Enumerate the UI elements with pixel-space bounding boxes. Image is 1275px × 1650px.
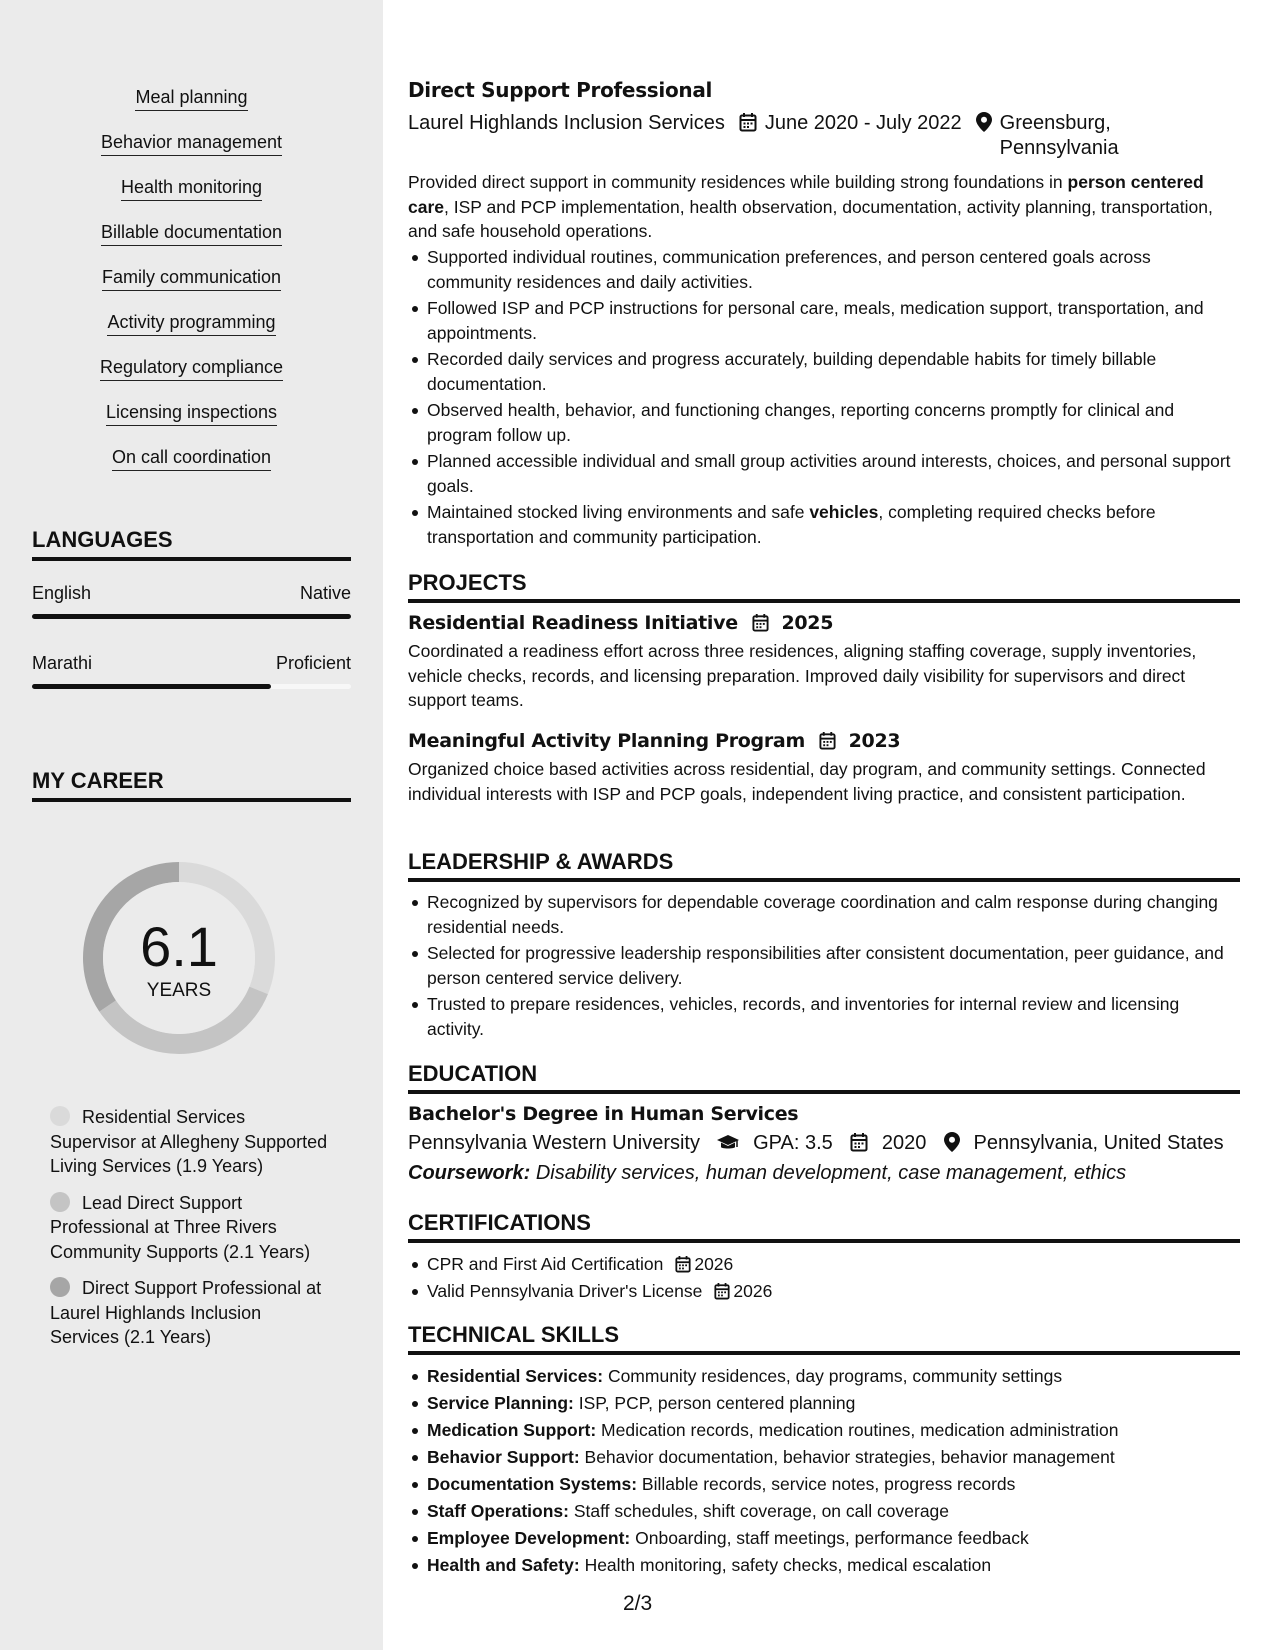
technical-skill-item <box>408 1418 1240 1443</box>
technical-skill-item <box>408 1472 1240 1497</box>
project-description: Coordinated a readiness effort across three residences, aligning staffing coverage, supply inventories, vehicle checks, records, and licensing preparation. Improved daily visibility for supervisors and direct support teams. <box>408 641 1197 710</box>
leadership-bullets <box>408 890 1240 1043</box>
career-legend-item <box>50 1191 330 1265</box>
education-gpa: GPA: 3.5 <box>753 1132 833 1154</box>
skill-tag: Billable documentation <box>101 221 282 246</box>
job-meta <box>408 111 1208 161</box>
language-bar-fill <box>32 614 351 619</box>
technical-skill-label: Residential Services: <box>427 1366 604 1386</box>
career-legend-text: Direct Support Professional at Laurel Highlands Inclusion Services (2.1 Years) <box>50 1278 322 1347</box>
graduation-cap-icon <box>716 1132 740 1154</box>
technical-skill-label: Health and Safety: <box>427 1555 580 1575</box>
career-legend-item <box>50 1276 330 1350</box>
project-title-row <box>408 728 1240 754</box>
job-bullet: Followed ISP and PCP instructions for personal care, meals, medication support, transportation, and appointments. <box>408 296 1240 345</box>
projects-heading: PROJECTS <box>408 570 1240 603</box>
technical-skill-item <box>408 1526 1240 1551</box>
language-row <box>32 583 351 604</box>
education-year: 2020 <box>881 1132 927 1154</box>
technical-skill-value: Behavior documentation, behavior strategies, behavior management <box>584 1447 1115 1467</box>
skill-tag: Meal planning <box>135 86 247 111</box>
bullet-emphasis: vehicles <box>809 502 879 522</box>
technical-skill-value: Community residences, day programs, community settings <box>607 1366 1063 1386</box>
project-year: 2023 <box>848 730 901 752</box>
job-bullet: Observed health, behavior, and functioning changes, reporting concerns promptly for clinical and program follow up. <box>408 398 1240 447</box>
technical-skill-item <box>408 1499 1240 1524</box>
career-legend <box>50 1105 330 1362</box>
calendar-icon <box>752 612 769 634</box>
project-title: Meaningful Activity Planning Program <box>408 730 805 752</box>
skill-tag: Regulatory compliance <box>100 356 283 381</box>
skill-tag: Family communication <box>102 266 281 291</box>
calendar-icon <box>675 1254 691 1274</box>
career-years-label: YEARS <box>146 980 212 1001</box>
language-bar <box>32 684 351 689</box>
technical-skill-value: ISP, PCP, person centered planning <box>578 1393 856 1413</box>
leadership-bullet: Recognized by supervisors for dependable coverage coordination and calm response during changing residential needs. <box>408 890 1240 939</box>
job-title: Direct Support Professional <box>408 78 713 102</box>
education-meta <box>408 1130 1240 1156</box>
technical-skill-value: Medication records, medication routines, medication administration <box>601 1420 1119 1440</box>
language-level: Native <box>299 583 351 603</box>
project-item <box>408 728 1240 806</box>
technical-skill-value: Health monitoring, safety checks, medical escalation <box>584 1555 992 1575</box>
languages-heading: LANGUAGES <box>32 527 351 561</box>
certification-name: CPR and First Aid Certification <box>427 1254 664 1274</box>
education-location: Pennsylvania, United States <box>973 1132 1224 1154</box>
coursework-text: Disability services, human development, case management, ethics <box>535 1162 1127 1184</box>
certification-year: 2026 <box>694 1254 734 1274</box>
skills-list <box>0 86 383 471</box>
job-bullet: Planned accessible individual and small group activities around interests, choices, and personal support goals. <box>408 449 1240 498</box>
education-coursework <box>408 1160 1240 1186</box>
calendar-icon <box>819 730 836 752</box>
language-bar-fill <box>32 684 271 689</box>
project-year: 2025 <box>781 612 834 634</box>
summary-text: , ISP and PCP implementation, health observation, documentation, activity planning, transportation, and safe household operations. <box>408 196 1213 241</box>
legend-dot-icon <box>50 1192 70 1212</box>
skill-tag: Activity programming <box>107 311 275 336</box>
legend-dot-icon <box>50 1106 70 1126</box>
job-bullet: Recorded daily services and progress accurately, building dependable habits for timely billable documentation. <box>408 347 1240 396</box>
education-heading: EDUCATION <box>408 1061 1240 1094</box>
career-legend-text: Lead Direct Support Professional at Three Rivers Community Supports (2.1 Years) <box>50 1192 311 1262</box>
technical-skill-item <box>408 1364 1240 1389</box>
calendar-icon <box>739 111 757 136</box>
leadership-bullet: Trusted to prepare residences, vehicles, records, and inventories for internal review and licensing activity. <box>408 992 1240 1041</box>
skill-tag: On call coordination <box>112 446 271 471</box>
coursework-label: Coursework: <box>408 1162 531 1184</box>
calendar-icon <box>850 1132 868 1154</box>
technical-skill-label: Service Planning: <box>427 1393 574 1413</box>
job-location-state: Pennsylvania <box>999 137 1119 159</box>
skill-tag: Behavior management <box>101 131 282 156</box>
technical-skill-label: Employee Development: <box>427 1528 631 1548</box>
technical-skill-label: Documentation Systems: <box>427 1474 638 1494</box>
main-content <box>408 0 1240 1650</box>
project-item <box>408 610 1240 713</box>
career-legend-text: Residential Services Supervisor at Allegheny Supported Living Services (1.9 Years) <box>50 1107 328 1176</box>
summary-text: Provided direct support in community residences while building strong foundations in <box>408 172 1068 192</box>
technical-skill-value: Staff schedules, shift coverage, on call coverage <box>573 1501 950 1521</box>
technical-skills-heading: TECHNICAL SKILLS <box>408 1322 1240 1355</box>
job-dates: June 2020 - July 2022 <box>764 112 962 134</box>
education-degree: Bachelor's Degree in Human Services <box>408 1103 799 1125</box>
career-heading: MY CAREER <box>32 768 351 802</box>
summary-emphasis: person centered care <box>408 172 1204 217</box>
project-title: Residential Readiness Initiative <box>408 612 738 634</box>
technical-skill-item <box>408 1391 1240 1416</box>
certifications-heading: CERTIFICATIONS <box>408 1210 1240 1243</box>
job-location-city: Greensburg, <box>999 112 1111 134</box>
certification-name: Valid Pennsylvania Driver's License <box>427 1280 703 1301</box>
language-row <box>32 653 351 674</box>
technical-skill-label: Medication Support: <box>427 1420 597 1440</box>
technical-skills-list <box>408 1364 1240 1580</box>
project-description: Organized choice based activities across residential, day program, and community settings. Connected individual interests with ISP and PCP goals, independent living practice, and consistent participation. <box>408 759 1206 804</box>
technical-skill-item <box>408 1445 1240 1470</box>
page-number: 2/3 <box>623 1592 653 1615</box>
technical-skill-item <box>408 1553 1240 1578</box>
technical-skill-value: Onboarding, staff meetings, performance feedback <box>635 1528 1029 1548</box>
certification-year: 2026 <box>733 1280 773 1301</box>
location-pin-icon <box>944 1132 960 1154</box>
education-entry <box>408 1101 1240 1186</box>
job-company: Laurel Highlands Inclusion Services <box>408 112 725 134</box>
certification-item <box>408 1279 1240 1304</box>
language-name: English <box>32 583 92 603</box>
language-bar <box>32 614 351 619</box>
technical-skill-label: Staff Operations: <box>427 1501 569 1521</box>
technical-skill-label: Behavior Support: <box>427 1447 580 1467</box>
skill-tag: Licensing inspections <box>106 401 277 426</box>
bullet-text: Maintained stocked living environments and safe <box>427 502 810 522</box>
education-school: Pennsylvania Western University <box>408 1132 700 1154</box>
leadership-heading: LEADERSHIP & AWARDS <box>408 849 1240 882</box>
location-pin-icon <box>976 111 992 136</box>
technical-skill-value: Billable records, service notes, progress records <box>641 1474 1016 1494</box>
job-bullet: Supported individual routines, communication preferences, and person centered goals across community residences and daily activities. <box>408 245 1240 294</box>
project-title-row <box>408 610 1240 636</box>
job-bullets <box>408 245 1240 551</box>
sidebar <box>0 0 383 1650</box>
career-total-years: 6.1 <box>140 915 218 978</box>
language-level: Proficient <box>275 653 351 673</box>
leadership-bullet: Selected for progressive leadership responsibilities after consistent documentation, peer guidance, and person centered service delivery. <box>408 941 1240 990</box>
skill-tag: Health monitoring <box>121 176 262 201</box>
bullet-text: , completing required checks before transportation and community participation. <box>427 502 1156 547</box>
certification-item <box>408 1252 1240 1277</box>
career-legend-item <box>50 1105 330 1179</box>
language-name: Marathi <box>32 653 93 673</box>
certifications-list <box>408 1252 1240 1305</box>
legend-dot-icon <box>50 1277 70 1297</box>
job-bullet <box>408 500 1240 549</box>
job-summary <box>408 170 1226 244</box>
calendar-icon <box>714 1281 730 1301</box>
